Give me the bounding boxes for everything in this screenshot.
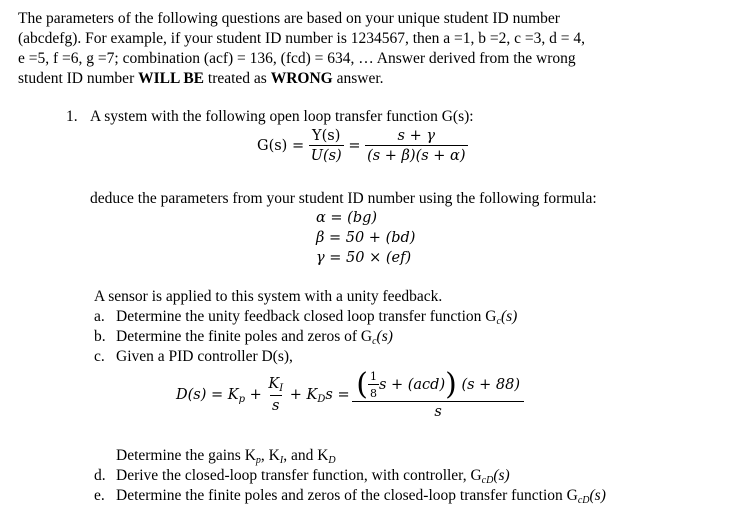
part-e-label: e. bbox=[94, 487, 105, 504]
pid-kp-sub: p bbox=[238, 394, 245, 405]
part-d-sub: cD bbox=[481, 475, 494, 486]
g-eq: = bbox=[348, 138, 361, 154]
pid-lhs: D(s) = K bbox=[176, 387, 239, 403]
g-equation bbox=[257, 128, 468, 164]
intro-bold-wrong: WRONG bbox=[270, 70, 333, 87]
g-num-1: Y(s) bbox=[312, 128, 341, 144]
pid-big-den: s bbox=[352, 401, 524, 420]
part-a-sub: c bbox=[496, 316, 501, 327]
gamma-formula bbox=[316, 250, 411, 266]
part-d-label: d. bbox=[94, 467, 106, 484]
intro-line-1: The parameters of the following questions are based on your unique student ID number bbox=[18, 10, 560, 27]
part-b-text: Determine the finite poles and zeros of G bbox=[116, 328, 373, 345]
pid-ki-den: s bbox=[270, 395, 281, 414]
part-c-text: Given a PID controller D(s), bbox=[116, 348, 293, 365]
alpha-formula bbox=[316, 210, 377, 226]
part-b-tail: (s) bbox=[376, 328, 393, 345]
pid-ki bbox=[266, 376, 285, 395]
part-a-tail: (s) bbox=[500, 308, 518, 325]
pid-big-num bbox=[354, 367, 522, 402]
pid-kd-sub: D bbox=[317, 394, 326, 405]
part-d-text: Derive the closed-loop transfer function, with controller, G bbox=[116, 467, 482, 484]
intro-line-3: e =5, f =6, g =7; combination (acf) = 136, (fcd) = 634, … Answer derived from the wrong bbox=[18, 50, 576, 67]
pid-ki-sub: I bbox=[279, 383, 284, 394]
intro-line-4-mid: treated as bbox=[204, 70, 271, 87]
pid-plus-kd: + K bbox=[289, 387, 318, 403]
gamma-text: γ = 50 × (ef) bbox=[316, 250, 412, 266]
sensor-text: A sensor is applied to this system with a unity feedback. bbox=[94, 288, 443, 305]
intro-line-4 bbox=[18, 70, 384, 88]
alpha-text: α = (bg) bbox=[316, 210, 378, 226]
pid-equation bbox=[176, 367, 522, 420]
part-c bbox=[94, 348, 293, 366]
beta-text: β = 50 + (bd) bbox=[316, 230, 416, 246]
g-den-1: U(s) bbox=[309, 145, 344, 164]
q1-number: 1. bbox=[66, 108, 78, 125]
part-e-tail: (s) bbox=[589, 487, 606, 504]
pid-big-mid: s + (acd) bbox=[378, 377, 446, 393]
deduce-text: deduce the parameters from your student ID number using the following formula: bbox=[90, 190, 597, 207]
gains-sub-i: I bbox=[279, 455, 284, 466]
pid-big-frac bbox=[354, 367, 522, 420]
gains-pre: Determine the gains K bbox=[116, 447, 256, 464]
pid-plus-1: + bbox=[245, 387, 267, 403]
g-den-2: (s + β)(s + α) bbox=[365, 145, 467, 164]
pid-eighth-den: 8 bbox=[368, 384, 379, 400]
gains-mid-1: , K bbox=[260, 447, 280, 464]
pid-paren-close: ) bbox=[445, 367, 457, 402]
pid-ki-k: K bbox=[268, 376, 280, 392]
part-a-text: Determine the unity feedback closed loop transfer function G bbox=[116, 308, 497, 325]
gains-sub-p: p bbox=[255, 455, 261, 466]
g-lhs: G(s) = bbox=[257, 138, 305, 154]
part-e-sub: cD bbox=[577, 495, 590, 506]
g-frac-2 bbox=[365, 128, 467, 164]
gains-mid-2: , and K bbox=[283, 447, 329, 464]
part-c-label: c. bbox=[94, 348, 105, 365]
gains-sub-d: D bbox=[328, 455, 336, 466]
part-b-label: b. bbox=[94, 328, 106, 345]
intro-bold-will-be: WILL BE bbox=[138, 70, 205, 87]
part-e bbox=[94, 487, 606, 510]
pid-paren-open: ( bbox=[356, 367, 368, 402]
q1-text: A system with the following open loop transfer function G(s): bbox=[90, 108, 474, 125]
pid-eighth bbox=[368, 370, 379, 400]
intro-line-2: (abcdefg). For example, if your student ID number is 1234567, then a =1, b =2, c =3, d = 4, bbox=[18, 30, 586, 47]
pid-big-tail: (s + 88) bbox=[461, 377, 521, 393]
intro-line-4-pre: student ID number bbox=[18, 70, 139, 87]
part-e-text: Determine the finite poles and zeros of the closed-loop transfer function G bbox=[116, 487, 578, 504]
part-a-label: a. bbox=[94, 308, 105, 325]
pid-kd-s: s = bbox=[325, 387, 350, 403]
g-num-2: s + γ bbox=[397, 128, 436, 144]
part-d-tail: (s) bbox=[493, 467, 510, 484]
pid-ki-frac bbox=[266, 376, 285, 414]
pid-eighth-num: 1 bbox=[369, 370, 377, 383]
part-b-sub: c bbox=[372, 336, 377, 347]
intro-line-4-post: answer. bbox=[332, 70, 384, 87]
beta-formula bbox=[316, 230, 415, 246]
g-frac-1 bbox=[309, 128, 344, 164]
